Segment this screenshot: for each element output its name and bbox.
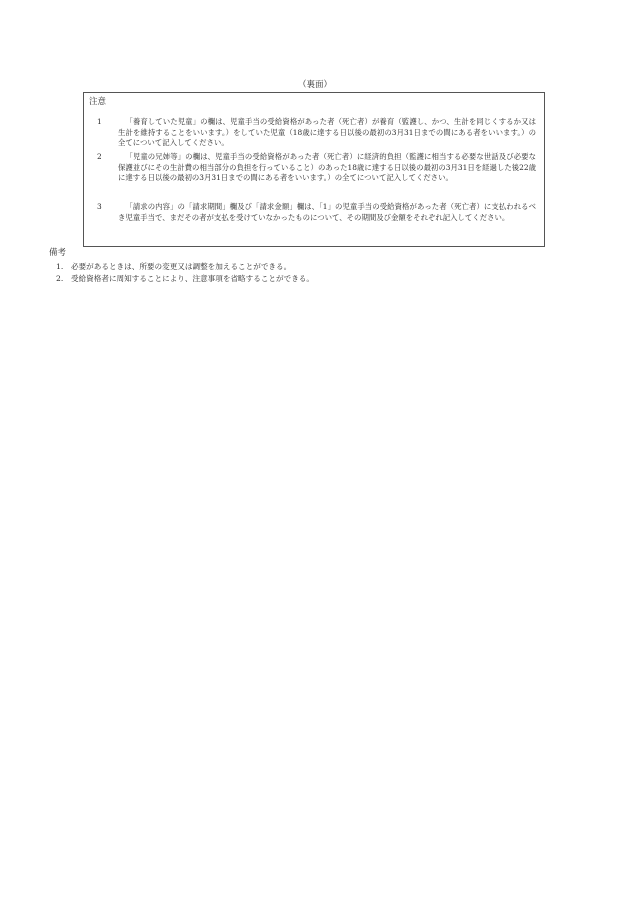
page-heading: （裏面）	[297, 80, 332, 90]
remark-text: 受給資格者に周知することにより、注意事項を省略することができる。	[71, 274, 314, 283]
note-text: 「児童の兄姉等」の欄は、児童手当の受給資格があった者（死亡者）に経済的負担（監護に相当する必要な世話及び必要な保護並びにその生計費の相当部分の負担を行っていること）のあった18歳に達する日以後の最初の3月31日を経過した後22歳に達する日以後の最初の3月31日までの間にある者をいいます。）の全てについて記入してください。	[118, 152, 536, 182]
remark-text: 必要があるときは、所要の変更又は調整を加えることができる。	[71, 262, 292, 271]
note-number: 1	[97, 117, 102, 126]
remarks-title: 備考	[49, 248, 67, 258]
notes-box	[83, 92, 545, 247]
remark-item	[56, 261, 291, 272]
remark-item	[56, 273, 314, 284]
remark-number: 1.	[56, 262, 64, 271]
note-number: 2	[97, 152, 102, 161]
note-number: 3	[97, 202, 102, 211]
notes-title: 注意	[89, 97, 107, 107]
note-text: 「請求の内容」の「請求期間」欄及び「請求金額」欄は、「1」の児童手当の受給資格があった者（死亡者）に支払われるべき児童手当で、まだその者が支払を受けていなかったものについて、その期間及び金額をそれぞれ記入してください。	[118, 202, 536, 222]
remark-number: 2.	[56, 274, 64, 283]
note-text: 「養育していた児童」の欄は、児童手当の受給資格があった者（死亡者）が養育（監護し、かつ、生計を同じくするか又は生計を維持することをいいます。）をしていた児童（18歳に達する日以後の最初の3月31日までの間にある者をいいます。）の全てについて記入してください。	[118, 117, 536, 147]
